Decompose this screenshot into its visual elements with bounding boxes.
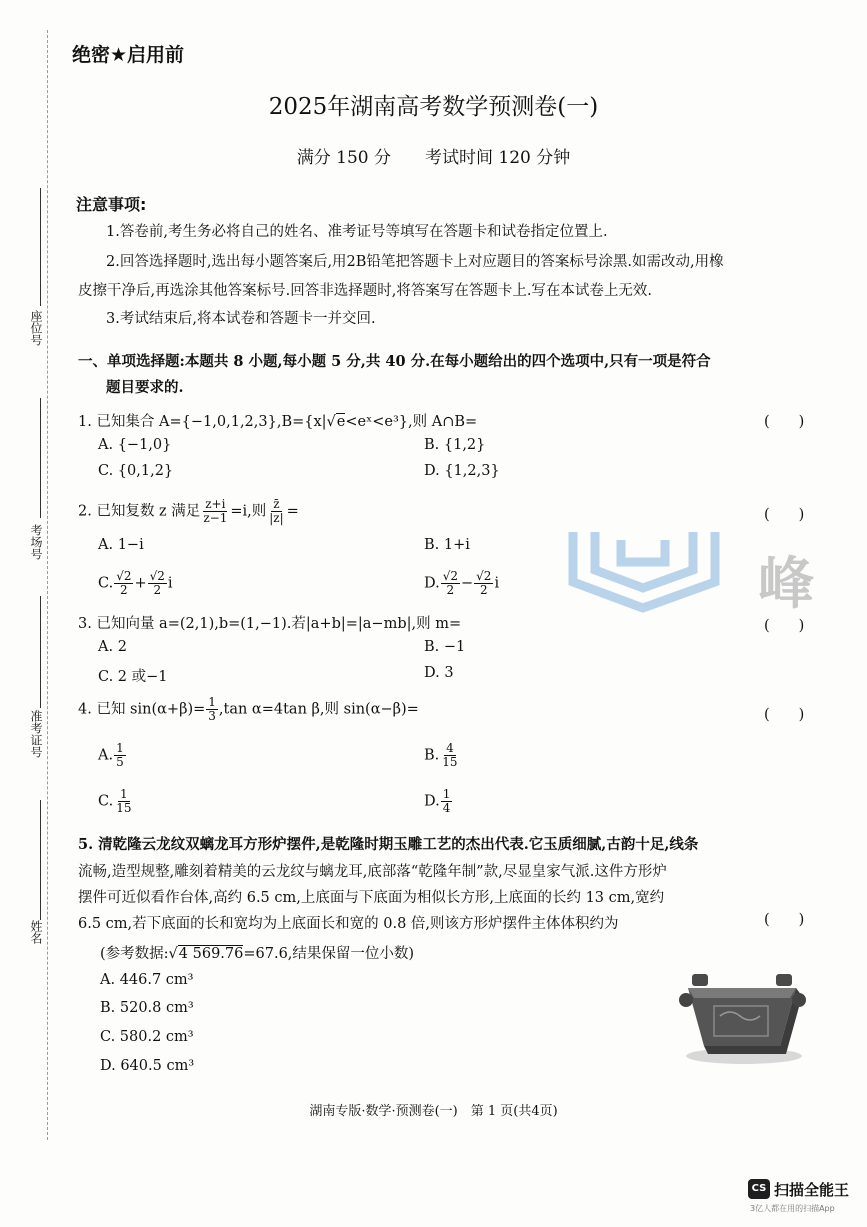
question-4-stem: 4. 已知 sin(α+β)= $\frac{1}{3}$ ,tan α=4tan β,则 sin(α−β)=: [78, 695, 419, 723]
name-line: [40, 800, 41, 920]
question-3-option-d: D. 3: [424, 665, 454, 681]
question-5-option-a: A. 446.7 cm³: [100, 972, 194, 988]
jade-censer-image: [678, 966, 808, 1066]
section-heading-line1: 一、单项选择题:本题共 8 小题,每小题 5 分,共 40 分.在每小题给出的四个选项中,只有一项是符合: [78, 353, 711, 370]
note-3: 3.考试结束后,将本试卷和答题卡一并交回.: [106, 311, 376, 327]
section-heading-line2: 题目要求的.: [106, 379, 184, 396]
exam-room-line: [40, 398, 41, 518]
name-label: 姓名: [29, 920, 43, 944]
question-1-option-a: A. {−1,0}: [98, 437, 172, 453]
camscanner-logo-icon: CS: [748, 1179, 770, 1199]
question-4-answer-blank: ( ): [764, 707, 805, 723]
fraction: $\frac{z+i}{z-1}$: [203, 497, 228, 525]
sqrt-sign: √: [168, 946, 178, 962]
confidential-mark: 绝密★启用前: [72, 44, 185, 66]
scanner-app-name: 扫描全能王: [774, 1181, 850, 1199]
question-3-stem: 3. 已知向量 a=(2,1),b=(1,−1).若|a+b|=|a−mb|,则 m=: [78, 616, 462, 632]
seat-number-line: [40, 188, 41, 306]
question-5-line-1: 5. 清乾隆云龙纹双螭龙耳方形炉摆件,是乾隆时期玉雕工艺的杰出代表.它玉质细腻,古韵十足,线条: [78, 836, 699, 853]
ticket-number-line: [40, 596, 41, 708]
question-2-option-d: D. $\frac{√2}{2}$ − $\frac{√2}{2}$ i: [424, 569, 500, 597]
exam-info: 满分 150 分 考试时间 120 分钟: [296, 148, 571, 168]
question-4-option-c: C. $\frac{1}{15}$: [98, 787, 132, 815]
question-5-option-d: D. 640.5 cm³: [100, 1058, 195, 1074]
question-1-option-d: D. {1,2,3}: [424, 463, 500, 479]
question-3-option-a: A. 2: [98, 639, 127, 655]
question-3-option-c: C. 2 或−1: [98, 669, 168, 685]
fraction: $\frac{z̄}{|z|}$: [269, 497, 284, 525]
question-5-reference-data: (参考数据:√4 569.76=67.6,结果保留一位小数): [100, 946, 415, 962]
question-4-option-d: D. $\frac{1}{4}$: [424, 787, 451, 815]
watermark-text: 峰: [758, 552, 814, 617]
question-2-answer-blank: ( ): [764, 507, 805, 523]
question-1-option-b: B. {1,2}: [424, 437, 486, 453]
exam-room-label: 考场号: [29, 524, 43, 560]
ticket-number-label: 准考证号: [29, 710, 43, 758]
seat-number-label: 座位号: [29, 310, 43, 346]
binding-dashed-line: [47, 30, 48, 1140]
note-2a: 2.回答选择题时,选出每小题答案后,用2B铅笔把答题卡上对应题目的答案标号涂黑.如需改动,用橡: [106, 254, 724, 270]
question-2-stem: 2. 已知复数 z 满足 $\frac{z+i}{z-1}$ =i,则 $\frac{z̄}{|z|}$ =: [78, 497, 299, 525]
question-5-line-3: 摆件可近似看作台体,高约 6.5 cm,上底面与下底面为相似长方形,上底面的长约 13 cm,宽约: [78, 890, 665, 906]
page-footer: 湖南专版·数学·预测卷(一) 第 1 页(共4页): [309, 1104, 558, 1119]
note-1: 1.答卷前,考生务必将自己的姓名、准考证号等填写在答题卡和试卷指定位置上.: [106, 224, 608, 240]
note-2b: 皮擦干净后,再选涂其他答案标号.回答非选择题时,将答案写在答题卡上.写在本试卷上无效.: [78, 283, 653, 299]
question-1-option-c: C. {0,1,2}: [98, 463, 174, 479]
sqrt-sign: √: [326, 414, 336, 430]
watermark-book-logo-icon: [565, 522, 725, 618]
question-4-option-b: B. $\frac{4}{15}$: [424, 741, 458, 769]
question-3-option-b: B. −1: [424, 639, 466, 655]
fraction: $\frac{1}{3}$: [208, 695, 216, 723]
question-5-option-b: B. 520.8 cm³: [100, 1000, 194, 1016]
question-2-option-a: A. 1−i: [98, 537, 144, 553]
question-2-option-b: B. 1+i: [424, 537, 470, 553]
question-1-answer-blank: ( ): [764, 414, 805, 430]
scanner-tagline: 3亿人都在用的扫描App: [750, 1204, 835, 1213]
question-5-line-2: 流畅,造型规整,雕刻着精美的云龙纹与螭龙耳,底部落“乾隆年制”款,尽显皇家气派.这件方形炉: [78, 864, 667, 880]
question-5-option-c: C. 580.2 cm³: [100, 1029, 194, 1045]
question-5-line-4: 6.5 cm,若下底面的长和宽均为上底面长和宽的 0.8 倍,则该方形炉摆件主体体积约为: [78, 916, 619, 932]
page-title: 2025年湖南高考数学预测卷(一): [268, 94, 599, 120]
notes-heading: 注意事项:: [76, 195, 147, 214]
question-2-option-c: C. $\frac{√2}{2}$ + $\frac{√2}{2}$ i: [98, 569, 173, 597]
question-5-answer-blank: ( ): [764, 912, 805, 928]
question-3-answer-blank: ( ): [764, 618, 805, 634]
question-1-stem: 1. 已知集合 A={−1,0,1,2,3},B={x|√e<eˣ<e³},则 A∩B=: [78, 414, 478, 430]
question-4-option-a: A. $\frac{1}{5}$: [98, 741, 124, 769]
